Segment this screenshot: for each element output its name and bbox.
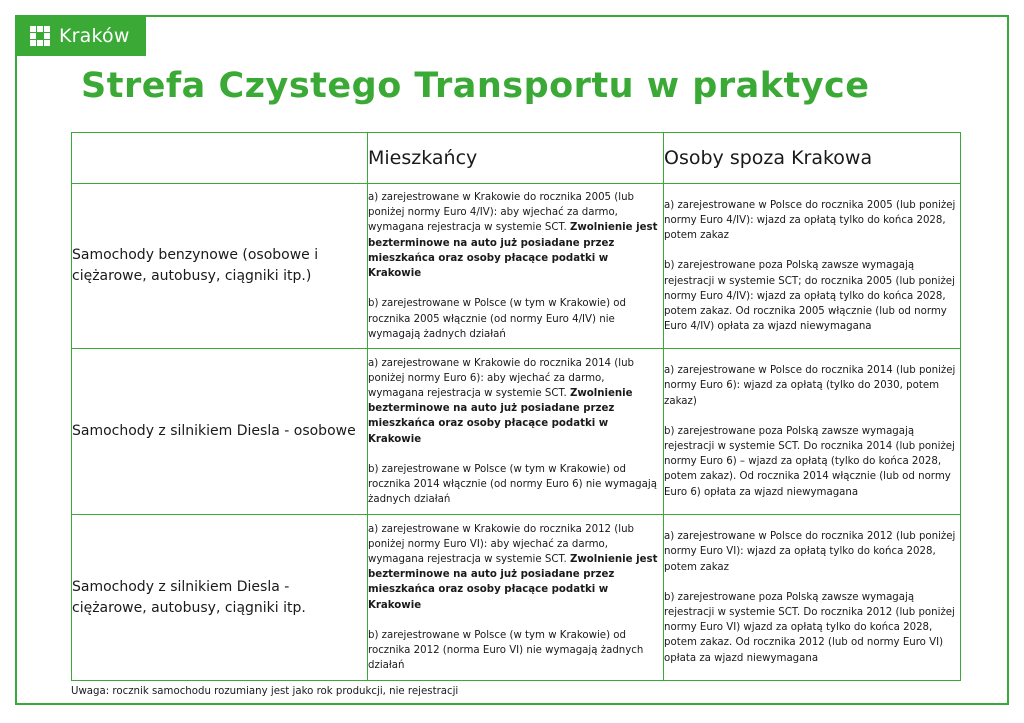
- column-header-residents: Mieszkańcy: [368, 133, 664, 184]
- rule-a-exemption: Zwolnienie jest bezterminowe na auto już posiadane przez mieszkańca oraz osoby płacące podatki w Krakowie: [368, 553, 658, 611]
- residents-rule-b: b) zarejestrowane w Polsce (w tym w Krakowie) od rocznika 2014 włącznie (od normy Euro 6) nie wymagają żadnych działań: [368, 463, 657, 506]
- nonresidents-rule-b: b) zarejestrowane poza Polską zawsze wymagają rejestracji w systemie SCT. Do rocznika 2014 (lub poniżej normy Euro 6) – wjazd za opłatą (tylko do końca 2028, potem zakaz). Od rocznika 2014 włącznie (lub od normy Euro 6) opłata za wjazd niewymagana: [664, 425, 955, 498]
- row-header: Samochody z silnikiem Diesla - osobowe: [72, 349, 368, 515]
- residents-rule-b: b) zarejestrowane w Polsce (w tym w Krakowie) od rocznika 2012 (norma Euro VI) nie wymagają żadnych działań: [368, 629, 644, 672]
- corner-cell: [72, 133, 368, 184]
- footnote: Uwaga: rocznik samochodu rozumiany jest jako rok produkcji, nie rejestracji: [71, 686, 459, 697]
- row-header: Samochody z silnikiem Diesla - ciężarowe, autobusy, ciągniki itp.: [72, 515, 368, 681]
- table-row: [72, 515, 961, 681]
- rule-a-exemption: Zwolnienie bezterminowe na auto już posiadane przez mieszkańca oraz osoby płacące podatki w Krakowie: [368, 387, 633, 445]
- page-title: Strefa Czystego Transportu w praktyce: [81, 66, 870, 106]
- nonresidents-rule-a: a) zarejestrowane w Polsce do rocznika 2005 (lub poniżej normy Euro 4/IV): wjazd za opłatą tylko do końca 2028, potem zakaz: [664, 199, 956, 242]
- residents-rule-a: [368, 356, 663, 447]
- table-row: [72, 349, 961, 515]
- rule-a-text: a) zarejestrowane w Krakowie do rocznika 2014 (lub poniżej normy Euro 6): aby wjechać za darmo, wymagana rejestracja w systemie SCT.: [368, 357, 634, 399]
- nonresidents-cell: [664, 184, 961, 349]
- table-row: [72, 184, 961, 349]
- nonresidents-rule-a: a) zarejestrowane w Polsce do rocznika 2012 (lub poniżej normy Euro VI): wjazd za opłatą tylko do końca 2028, potem zakaz: [664, 531, 956, 573]
- column-header-nonresidents: Osoby spoza Krakowa: [664, 133, 961, 184]
- residents-rule-b: b) zarejestrowane w Polsce (w tym w Krakowie) od rocznika 2005 włącznie (od normy Euro 4/IV) nie wymagają żadnych działań: [368, 298, 626, 340]
- rule-a-text: a) zarejestrowane w Krakowie do rocznika 2005 (lub poniżej normy Euro 4/IV): aby wjechać za darmo, wymagana rejestracja w systemie SCT.: [368, 192, 634, 234]
- nonresidents-cell: [664, 515, 961, 681]
- nonresidents-rule-b: b) zarejestrowane poza Polską zawsze wymagają rejestracji w systemie SCT; do rocznika 2005 (lub poniżej normy Euro 4/IV): wjazd za opłatą tylko do końca 2028, potem zakaz. Od rocznika 2005 włącznie (lub od normy Euro 4/IV) opłata za wjazd niewymagana: [664, 260, 955, 333]
- nonresidents-rule-a: a) zarejestrowane w Polsce do rocznika 2014 (lub poniżej normy Euro 6): wjazd za opłatą (tylko do 2030, potem zakaz): [664, 365, 956, 407]
- krakow-logo-icon: [30, 26, 50, 46]
- residents-rule-a: [368, 190, 663, 281]
- row-header: Samochody benzynowe (osobowe i ciężarowe, autobusy, ciągniki itp.): [72, 184, 368, 349]
- residents-cell: [368, 515, 664, 681]
- krakow-logo: [15, 15, 146, 56]
- logo-text: Kraków: [59, 24, 130, 47]
- nonresidents-cell: [664, 349, 961, 515]
- rule-a-text: a) zarejestrowane w Krakowie do rocznika 2012 (lub poniżej normy Euro VI): aby wjechać za darmo, wymagana rejestracja w systemie SCT.: [368, 523, 634, 565]
- nonresidents-rule-b: b) zarejestrowane poza Polską zawsze wymagają rejestracji w systemie SCT. Do rocznika 2012 (lub poniżej normy Euro VI) wjazd za opłatą tylko do końca 2028, potem zakaz. Od rocznika 2012 (lub od normy Euro VI) opłata za wjazd niewymagana: [664, 591, 955, 664]
- residents-cell: [368, 349, 664, 515]
- table-header-row: [72, 133, 961, 184]
- rule-a-exemption: Zwolnienie jest bezterminowe na auto już posiadane przez mieszkańca oraz osoby płacące podatki w Krakowie: [368, 222, 658, 280]
- residents-cell: [368, 184, 664, 349]
- rules-table: [71, 132, 961, 681]
- residents-rule-a: [368, 522, 663, 613]
